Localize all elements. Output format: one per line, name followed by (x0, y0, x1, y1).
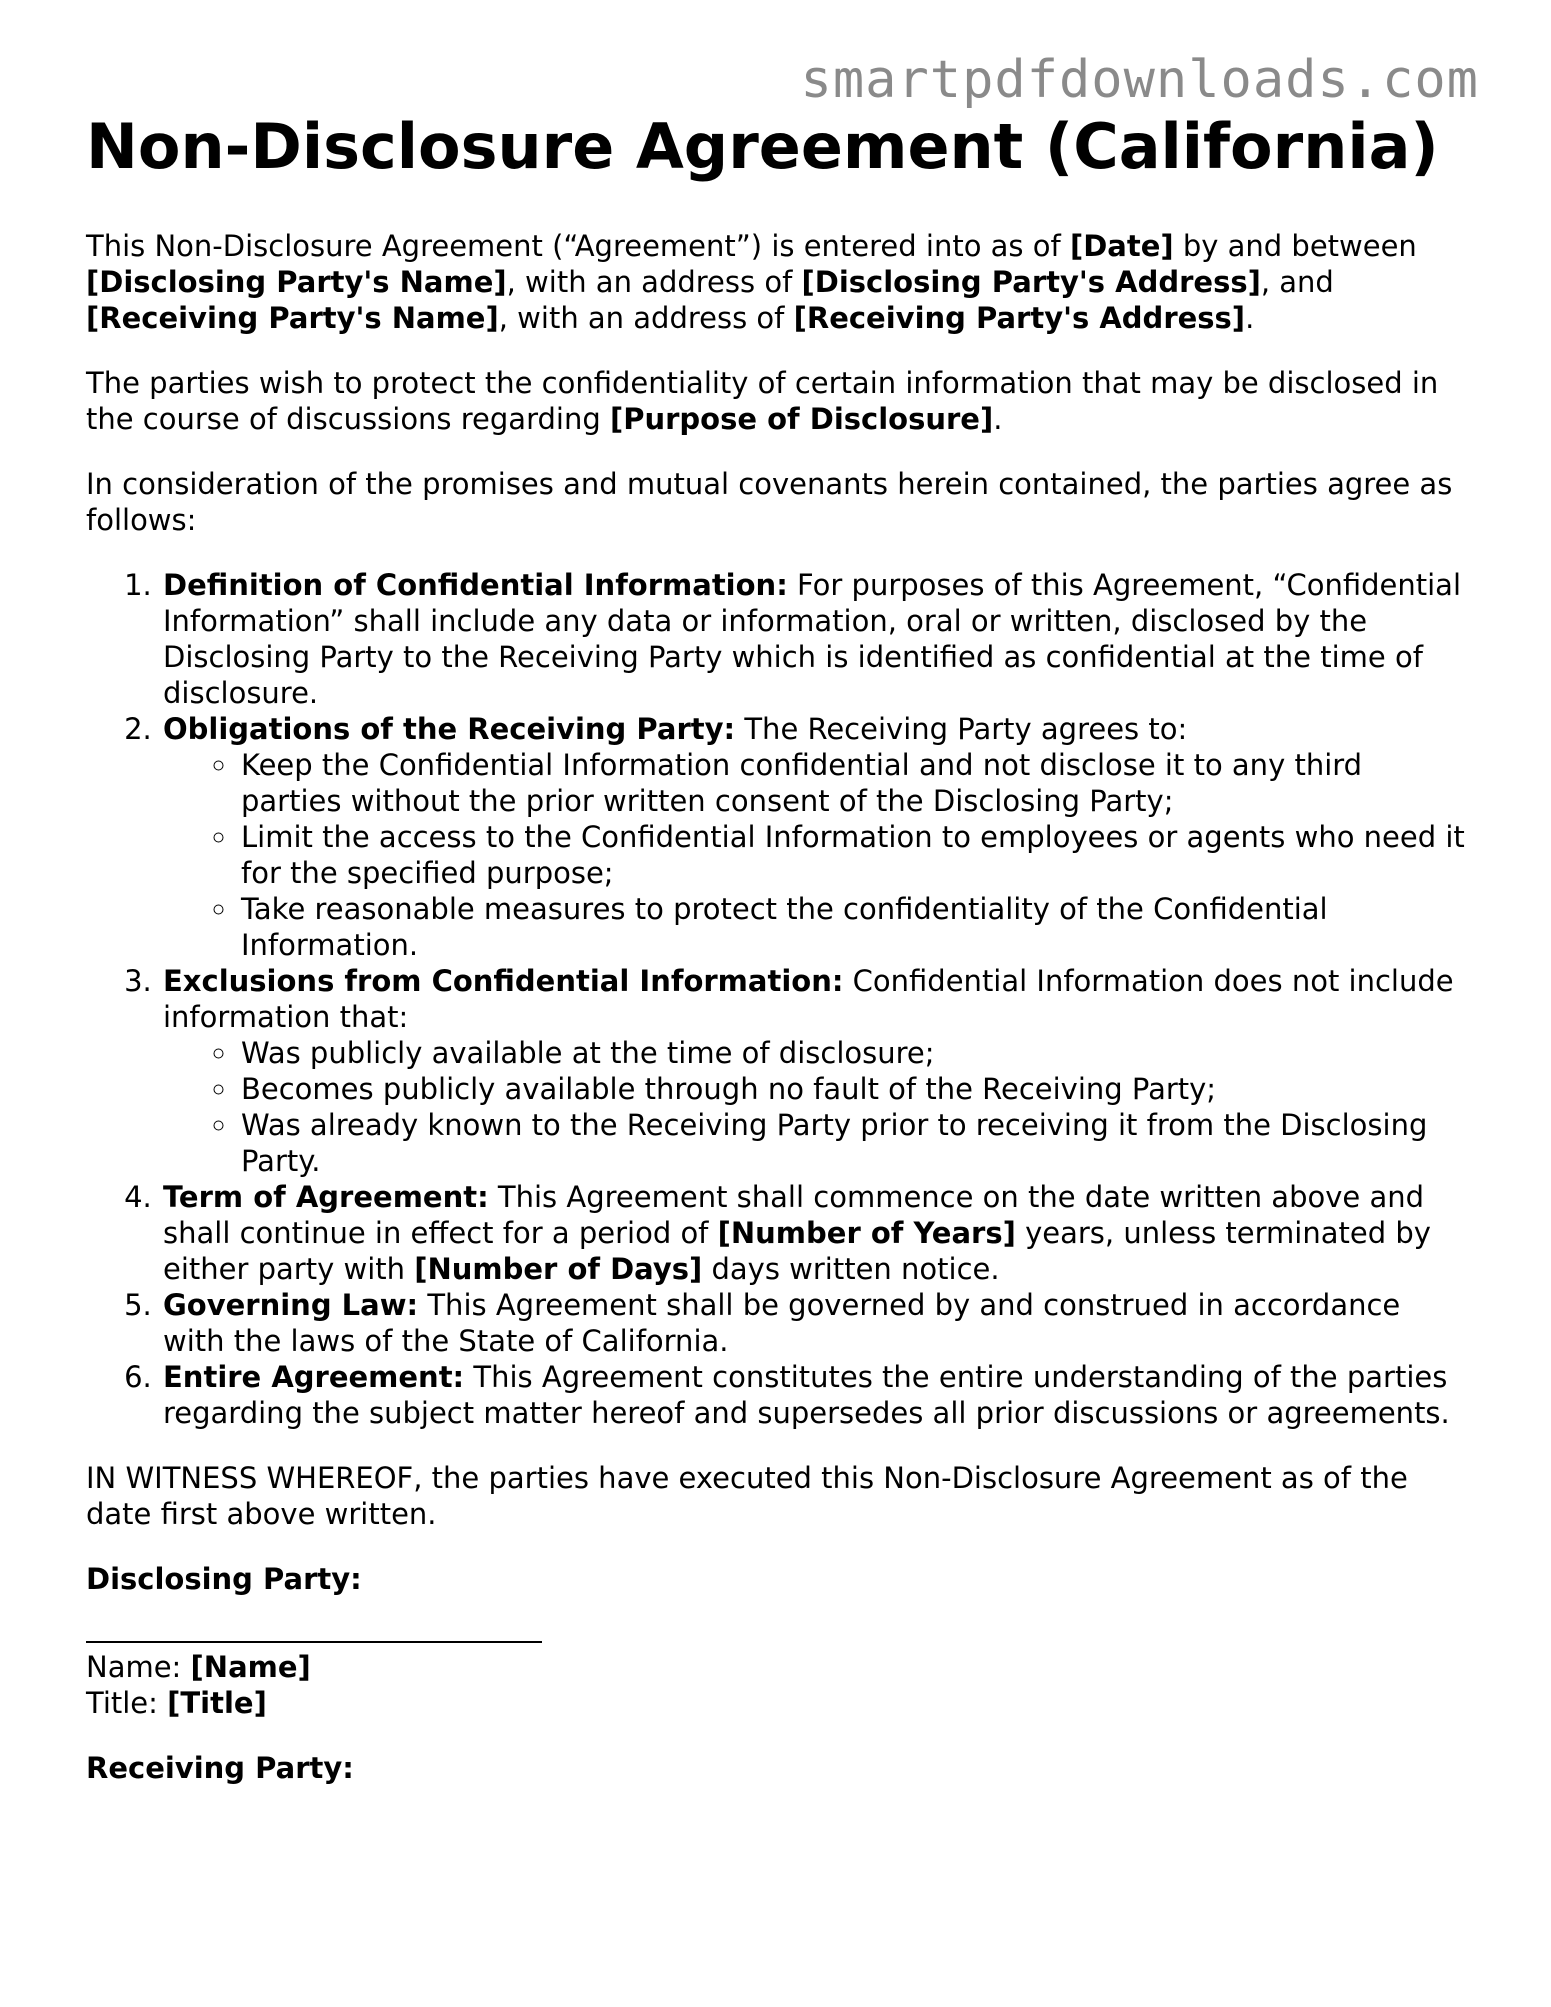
intro-text: by and between (1173, 229, 1417, 263)
clause-text: This Agreement shall commence on the date written above and shall continue in effect for a period of (163, 1180, 1425, 1250)
clause-entire-agreement (161, 1359, 1466, 1431)
intro-text: , with an address of (498, 301, 794, 335)
title-label: Title: (86, 1686, 168, 1720)
purpose-text: The parties wish to protect the confidentiality of certain information that may be disclosed in the course of discussions regarding (86, 366, 1439, 436)
disclosing-signature-block (86, 1641, 1466, 1721)
clause-text: Confidential Information does not include information that: (163, 964, 1454, 1034)
clause-governing-law (161, 1287, 1466, 1359)
witness-paragraph: IN WITNESS WHEREOF, the parties have executed this Non-Disclosure Agreement as of the date first above written. (86, 1461, 1408, 1531)
name-label: Name: (86, 1650, 191, 1684)
disclosing-name-placeholder: [Disclosing Party's Name] (86, 265, 507, 299)
obligations-list (163, 747, 1466, 963)
clause-heading: Definition of Confidential Information: (163, 568, 788, 602)
clause-exclusions (161, 963, 1466, 1179)
intro-text: , and (1260, 265, 1334, 299)
clause-text: This Agreement shall be governed by and construed in accordance with the laws of the State of California. (163, 1288, 1401, 1358)
purpose-paragraph (86, 365, 1466, 437)
clause-text: years, unless terminated by either party with (163, 1216, 1431, 1286)
clause-definition (161, 567, 1466, 711)
receiving-party-heading: Receiving Party: (86, 1751, 354, 1785)
clause-text: For purposes of this Agreement, “Confidential Information” shall include any data or information, oral or written, disclosed by the Disclosing Party to the Receiving Party which is identified as confidential at the time of disclosure. (163, 568, 1461, 710)
disclosing-party-heading: Disclosing Party: (86, 1562, 362, 1596)
signature-line (86, 1641, 542, 1643)
clause-text: This Agreement constitutes the entire understanding of the parties regarding the subject matter hereof and supersedes all prior discussions or agreements. (163, 1360, 1450, 1430)
list-item: ◦ Take reasonable measures to protect the confidentiality of the Confidential Information. (239, 891, 1466, 963)
list-item: ◦ Keep the Confidential Information confidential and not disclose it to any third parties without the prior written consent of the Disclosing Party; (239, 747, 1466, 819)
clause-heading: Term of Agreement: (163, 1180, 489, 1214)
watermark: smartpdfdownloads.com (800, 50, 1479, 110)
clause-heading: Obligations of the Receiving Party: (163, 712, 736, 746)
receiving-name-placeholder: [Receiving Party's Name] (86, 301, 499, 335)
list-item: ◦ Limit the access to the Confidential Information to employees or agents who need it for the specified purpose; (239, 819, 1466, 891)
title-placeholder: [Title] (167, 1686, 267, 1720)
purpose-text: . (993, 402, 1003, 436)
disclosing-address-placeholder: [Disclosing Party's Address] (801, 265, 1261, 299)
clause-heading: Governing Law: (163, 1288, 419, 1322)
days-placeholder: [Number of Days] (414, 1252, 703, 1286)
list-item: ◦ Becomes publicly available through no fault of the Receiving Party; (239, 1071, 1466, 1107)
document-title: Non-Disclosure Agreement (California) (86, 110, 1439, 183)
title-field (86, 1685, 1466, 1721)
intro-text: This Non-Disclosure Agreement (“Agreement”) is entered into as of (86, 229, 1070, 263)
name-placeholder: [Name] (190, 1650, 311, 1684)
clause-heading: Exclusions from Confidential Information: (163, 964, 844, 998)
years-placeholder: [Number of Years] (717, 1216, 1016, 1250)
document-page (86, 110, 1466, 1830)
purpose-placeholder: [Purpose of Disclosure] (609, 402, 994, 436)
clause-obligations (161, 711, 1466, 963)
clause-text: The Receiving Party agrees to: (735, 712, 1188, 746)
clause-heading: Entire Agreement: (163, 1360, 465, 1394)
date-placeholder: [Date] (1069, 229, 1174, 263)
list-item: ◦ Was publicly available at the time of disclosure; (239, 1035, 1466, 1071)
exclusions-list (163, 1035, 1466, 1179)
clauses-list (86, 567, 1466, 1431)
intro-paragraph (86, 228, 1466, 336)
name-field (86, 1649, 1466, 1685)
receiving-address-placeholder: [Receiving Party's Address] (793, 301, 1246, 335)
clause-term (161, 1179, 1466, 1287)
intro-text: . (1245, 301, 1255, 335)
clause-text: days written notice. (702, 1252, 1000, 1286)
intro-text: , with an address of (506, 265, 802, 299)
list-item: ◦ Was already known to the Receiving Party prior to receiving it from the Disclosing Party. (239, 1107, 1466, 1179)
consideration-paragraph: In consideration of the promises and mutual covenants herein contained, the parties agree as follows: (86, 467, 1453, 537)
